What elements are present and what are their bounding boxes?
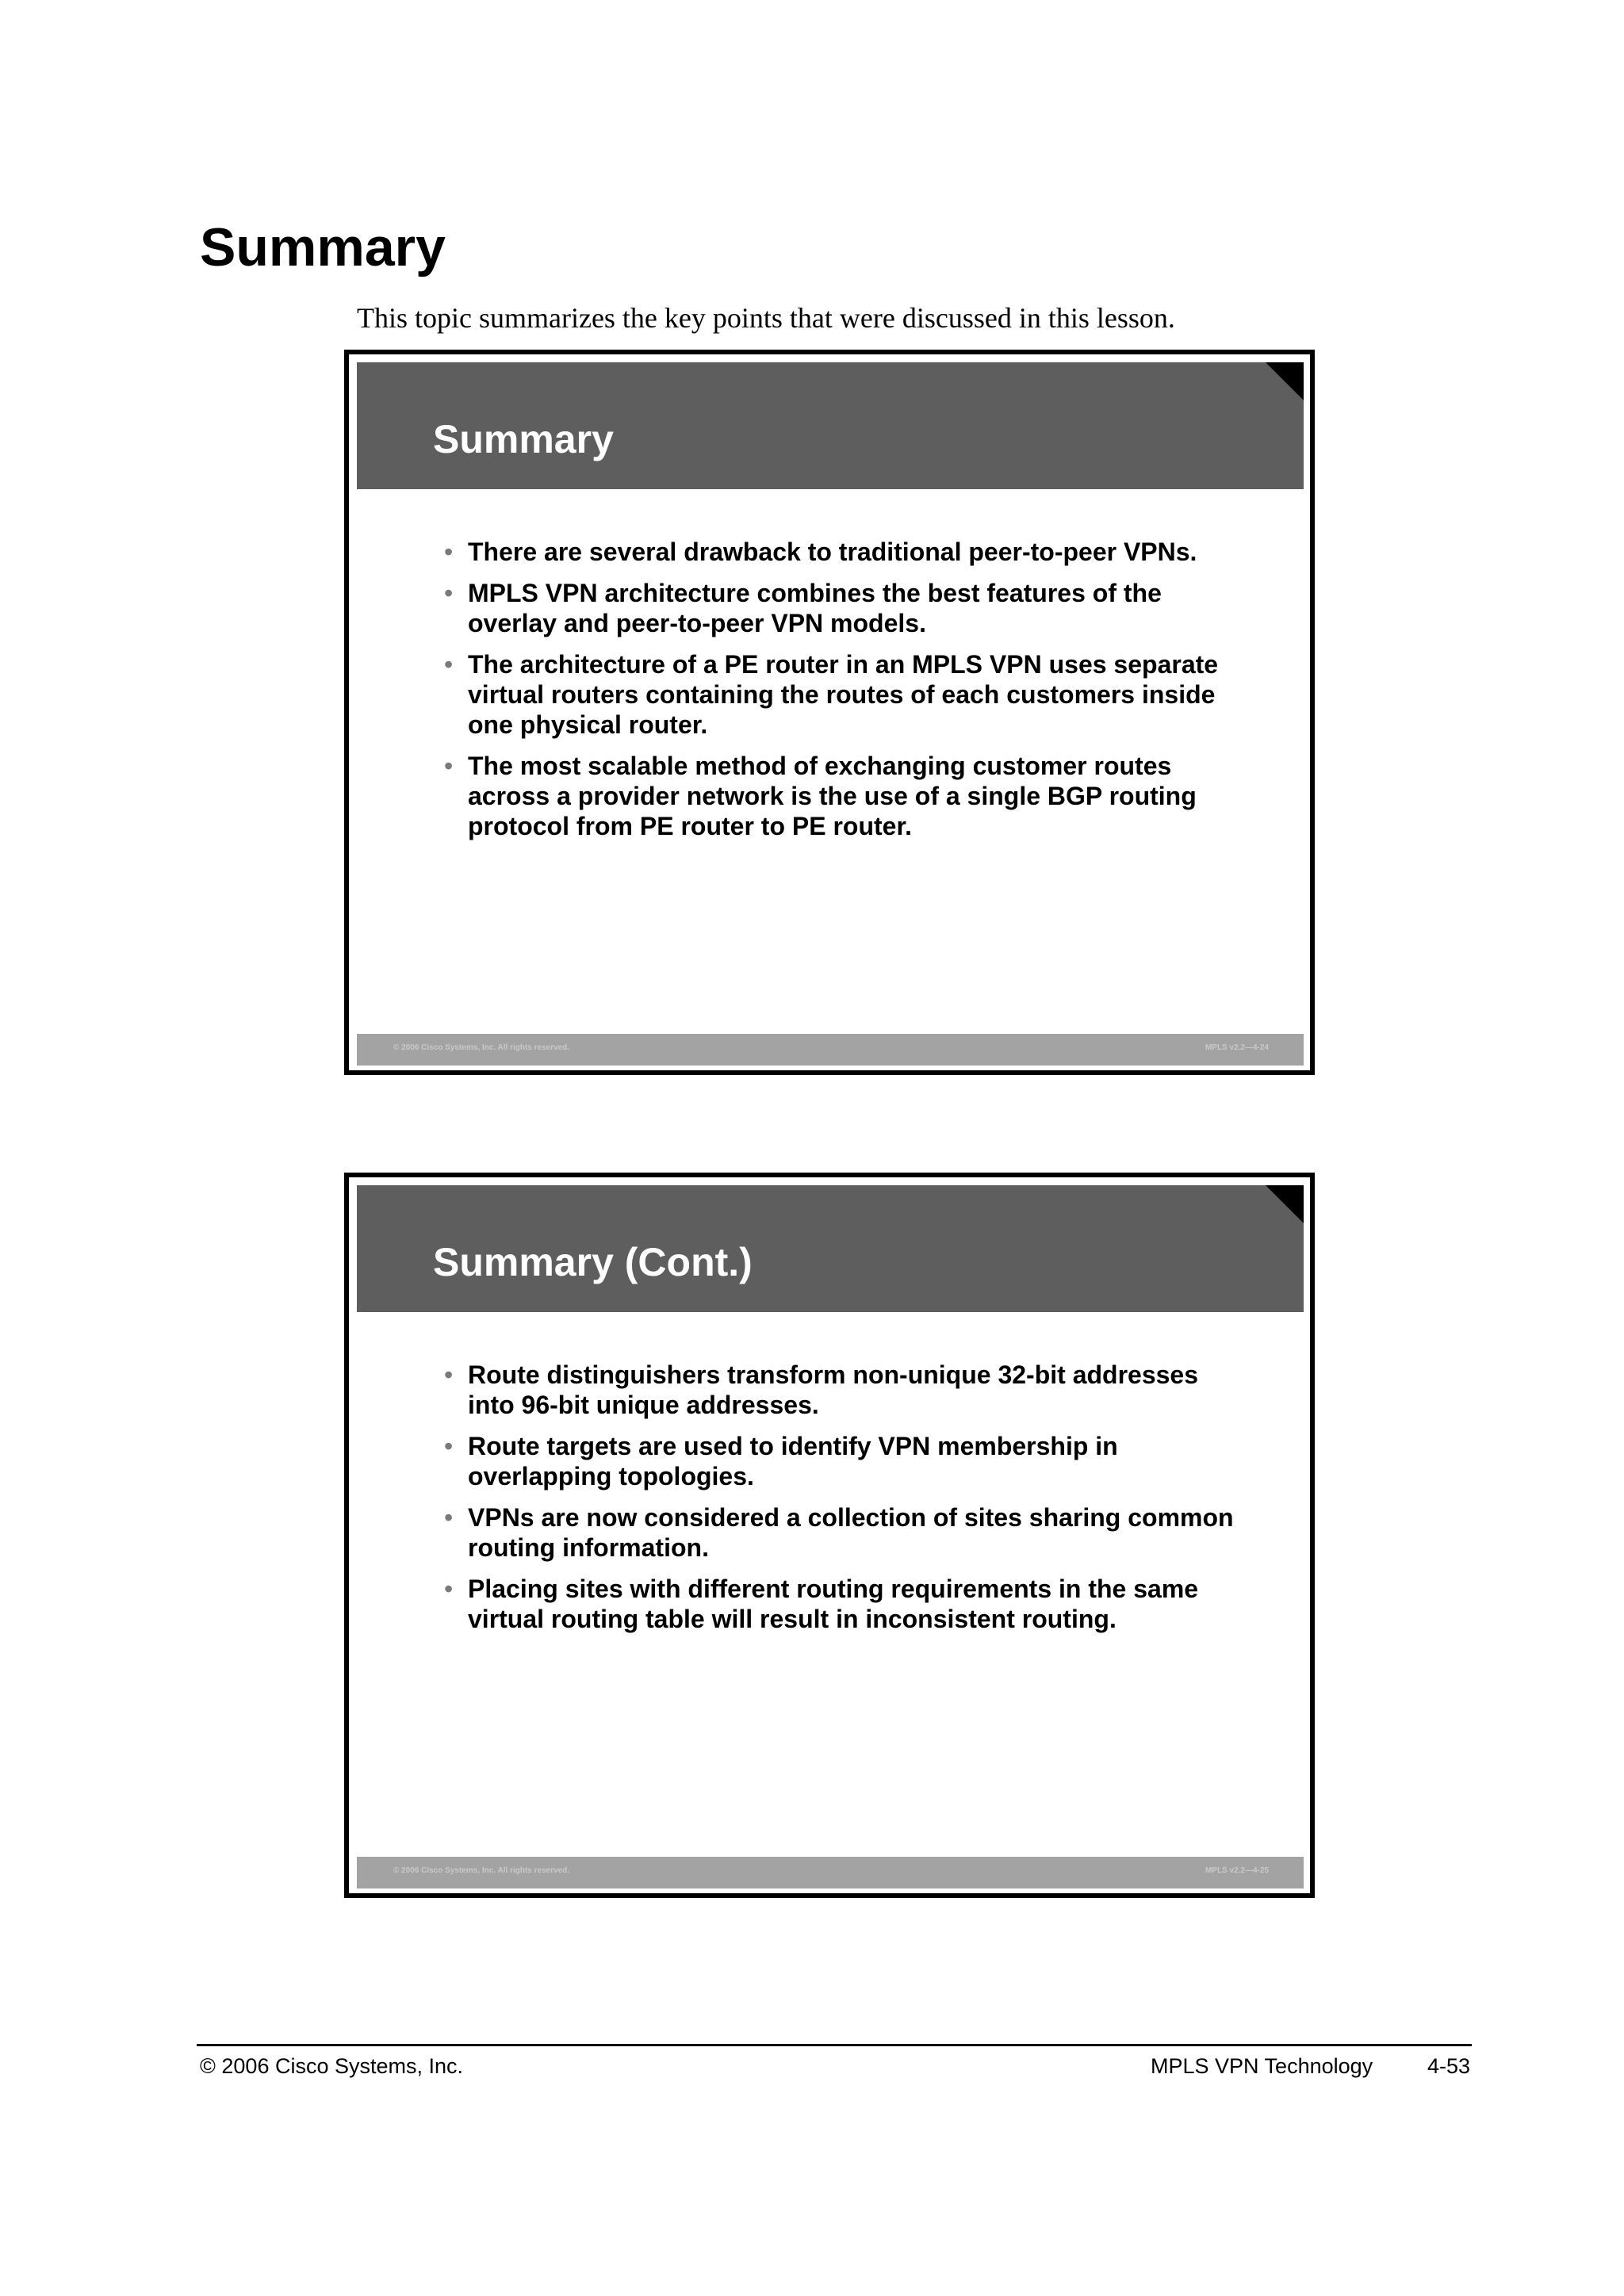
- bullet-text: The most scalable method of exchanging customer routes across a provider network is the use of a single BGP routing protocol from PE router to PE router.: [468, 752, 1197, 840]
- slide-title: Summary: [433, 417, 614, 461]
- slide-header: [357, 1185, 1304, 1312]
- page-doc-title: MPLS VPN Technology: [1151, 2054, 1373, 2078]
- bullet-list: [444, 1360, 1245, 1645]
- bullet-text: The architecture of a PE router in an MPLS VPN uses separate virtual routers containing the routes of each customers inside one physical router.: [468, 650, 1219, 739]
- bullet-item: [444, 1431, 1245, 1491]
- bullet-item: [444, 1360, 1245, 1420]
- bullet-icon: •: [444, 1575, 454, 1603]
- footer-divider: [197, 2044, 1472, 2046]
- bullet-icon: •: [444, 538, 454, 566]
- bullet-icon: •: [444, 1360, 454, 1389]
- bullet-text: There are several drawback to traditional peer-to-peer VPNs.: [468, 538, 1197, 566]
- bullet-icon: •: [444, 1503, 454, 1532]
- slide-2: [344, 1173, 1315, 1898]
- corner-triangle-icon: [1266, 1185, 1304, 1223]
- bullet-icon: •: [444, 752, 454, 780]
- bullet-list: [444, 537, 1245, 852]
- bullet-item: [444, 1574, 1245, 1634]
- bullet-text: Route targets are used to identify VPN membership in overlapping topologies.: [468, 1432, 1118, 1490]
- bullet-icon: •: [444, 1432, 454, 1460]
- slide-copyright: © 2006 Cisco Systems, Inc. All rights reserved.: [393, 1043, 570, 1052]
- bullet-item: [444, 649, 1245, 740]
- page-heading: Summary: [200, 217, 446, 277]
- bullet-icon: •: [444, 579, 454, 607]
- bullet-item: [444, 578, 1245, 638]
- bullet-text: MPLS VPN architecture combines the best features of the overlay and peer-to-peer VPN models.: [468, 579, 1162, 637]
- bullet-icon: •: [444, 650, 454, 679]
- bullet-item: [444, 1502, 1245, 1563]
- page-copyright: © 2006 Cisco Systems, Inc.: [200, 2054, 464, 2078]
- slide-number: MPLS v2.2—4-24: [1205, 1043, 1269, 1052]
- slide-header: [357, 362, 1304, 489]
- slide-copyright: © 2006 Cisco Systems, Inc. All rights reserved.: [393, 1866, 570, 1875]
- intro-text: This topic summarizes the key points that were discussed in this lesson.: [357, 302, 1175, 334]
- bullet-text: Route distinguishers transform non-unique 32-bit addresses into 96-bit unique addresses.: [468, 1360, 1199, 1419]
- slide-number: MPLS v2.2—4-25: [1205, 1866, 1269, 1875]
- slide-title: Summary (Cont.): [433, 1240, 753, 1284]
- bullet-item: [444, 751, 1245, 841]
- slide-footer: [357, 1034, 1304, 1066]
- bullet-text: VPNs are now considered a collection of sites sharing common routing information.: [468, 1503, 1234, 1562]
- slide-footer: [357, 1857, 1304, 1888]
- corner-triangle-icon: [1266, 362, 1304, 400]
- slide-1: [344, 350, 1315, 1075]
- bullet-text: Placing sites with different routing requirements in the same virtual routing table will result in inconsistent routing.: [468, 1575, 1199, 1633]
- bullet-item: [444, 537, 1245, 567]
- page-number: 4-53: [1427, 2054, 1471, 2078]
